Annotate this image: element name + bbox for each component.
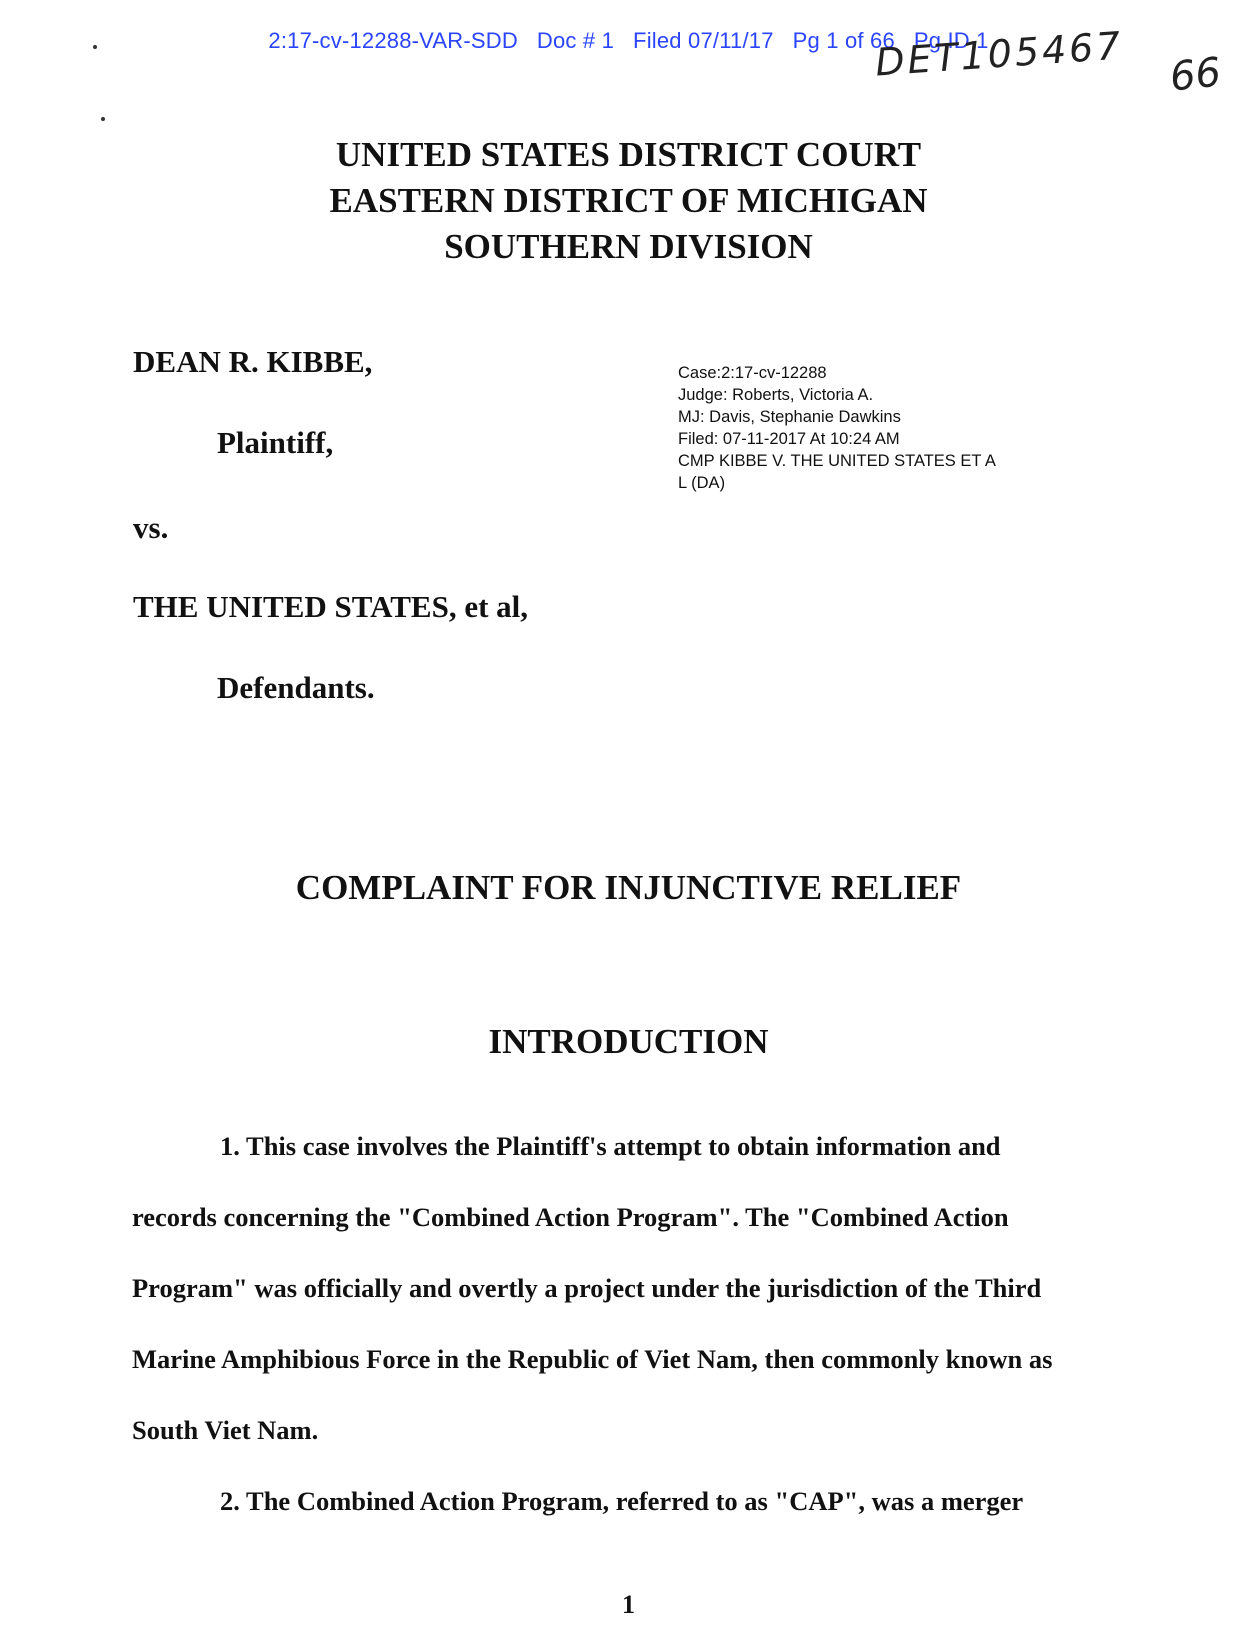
case-cmp-line: L (DA) [678,474,726,492]
section-heading: INTRODUCTION [488,1022,769,1061]
case-info-block [678,362,1078,494]
plaintiff-role: Plaintiff, [217,425,334,460]
court-district: EASTERN DISTRICT OF MICHIGAN [329,181,928,220]
court-heading [0,132,1257,270]
page-number: 1 [622,1590,635,1619]
paragraph-2-line: 2. The Combined Action Program, referred to as "CAP", was a merger [220,1486,1024,1516]
case-number: Case:2:17-cv-12288 [678,364,827,382]
defendant-role: Defendants. [217,670,375,705]
scan-speck [101,117,105,121]
court-name: UNITED STATES DISTRICT COURT [335,135,922,174]
paragraph-line: South Viet Nam. [132,1415,319,1445]
plaintiff-name: DEAN R. KIBBE, [133,344,373,379]
handwritten-stamp-number: DET105467 [873,23,1125,85]
handwritten-page-count: 66 [1167,49,1224,101]
ecf-filing-header: 2:17-cv-12288-VAR-SDD Doc # 1 Filed 07/11/17 Pg 1 of 66 Pg ID 1 [268,28,989,53]
document-title: COMPLAINT FOR INJUNCTIVE RELIEF [295,868,962,907]
paragraph-line: records concerning the "Combined Action Program". The "Combined Action [132,1202,1009,1232]
paragraph-1 [132,1111,1152,1537]
case-cmp-line: CMP KIBBE V. THE UNITED STATES ET A [678,452,996,470]
paragraph-line: Marine Amphibious Force in the Republic of Viet Nam, then commonly known as [132,1344,1053,1374]
case-filed: Filed: 07-11-2017 At 10:24 AM [678,430,900,448]
scan-speck [93,45,97,49]
court-division: SOUTHERN DIVISION [444,227,813,266]
paragraph-line: 1. This case involves the Plaintiff's attempt to obtain information and [220,1131,1001,1161]
defendant-name: THE UNITED STATES, et al, [133,589,529,624]
versus-label: vs. [133,510,169,545]
case-judge: Judge: Roberts, Victoria A. [678,386,874,404]
paragraph-line: Program" was officially and overtly a project under the jurisdiction of the Third [132,1273,1042,1303]
case-magistrate: MJ: Davis, Stephanie Dawkins [678,408,901,426]
